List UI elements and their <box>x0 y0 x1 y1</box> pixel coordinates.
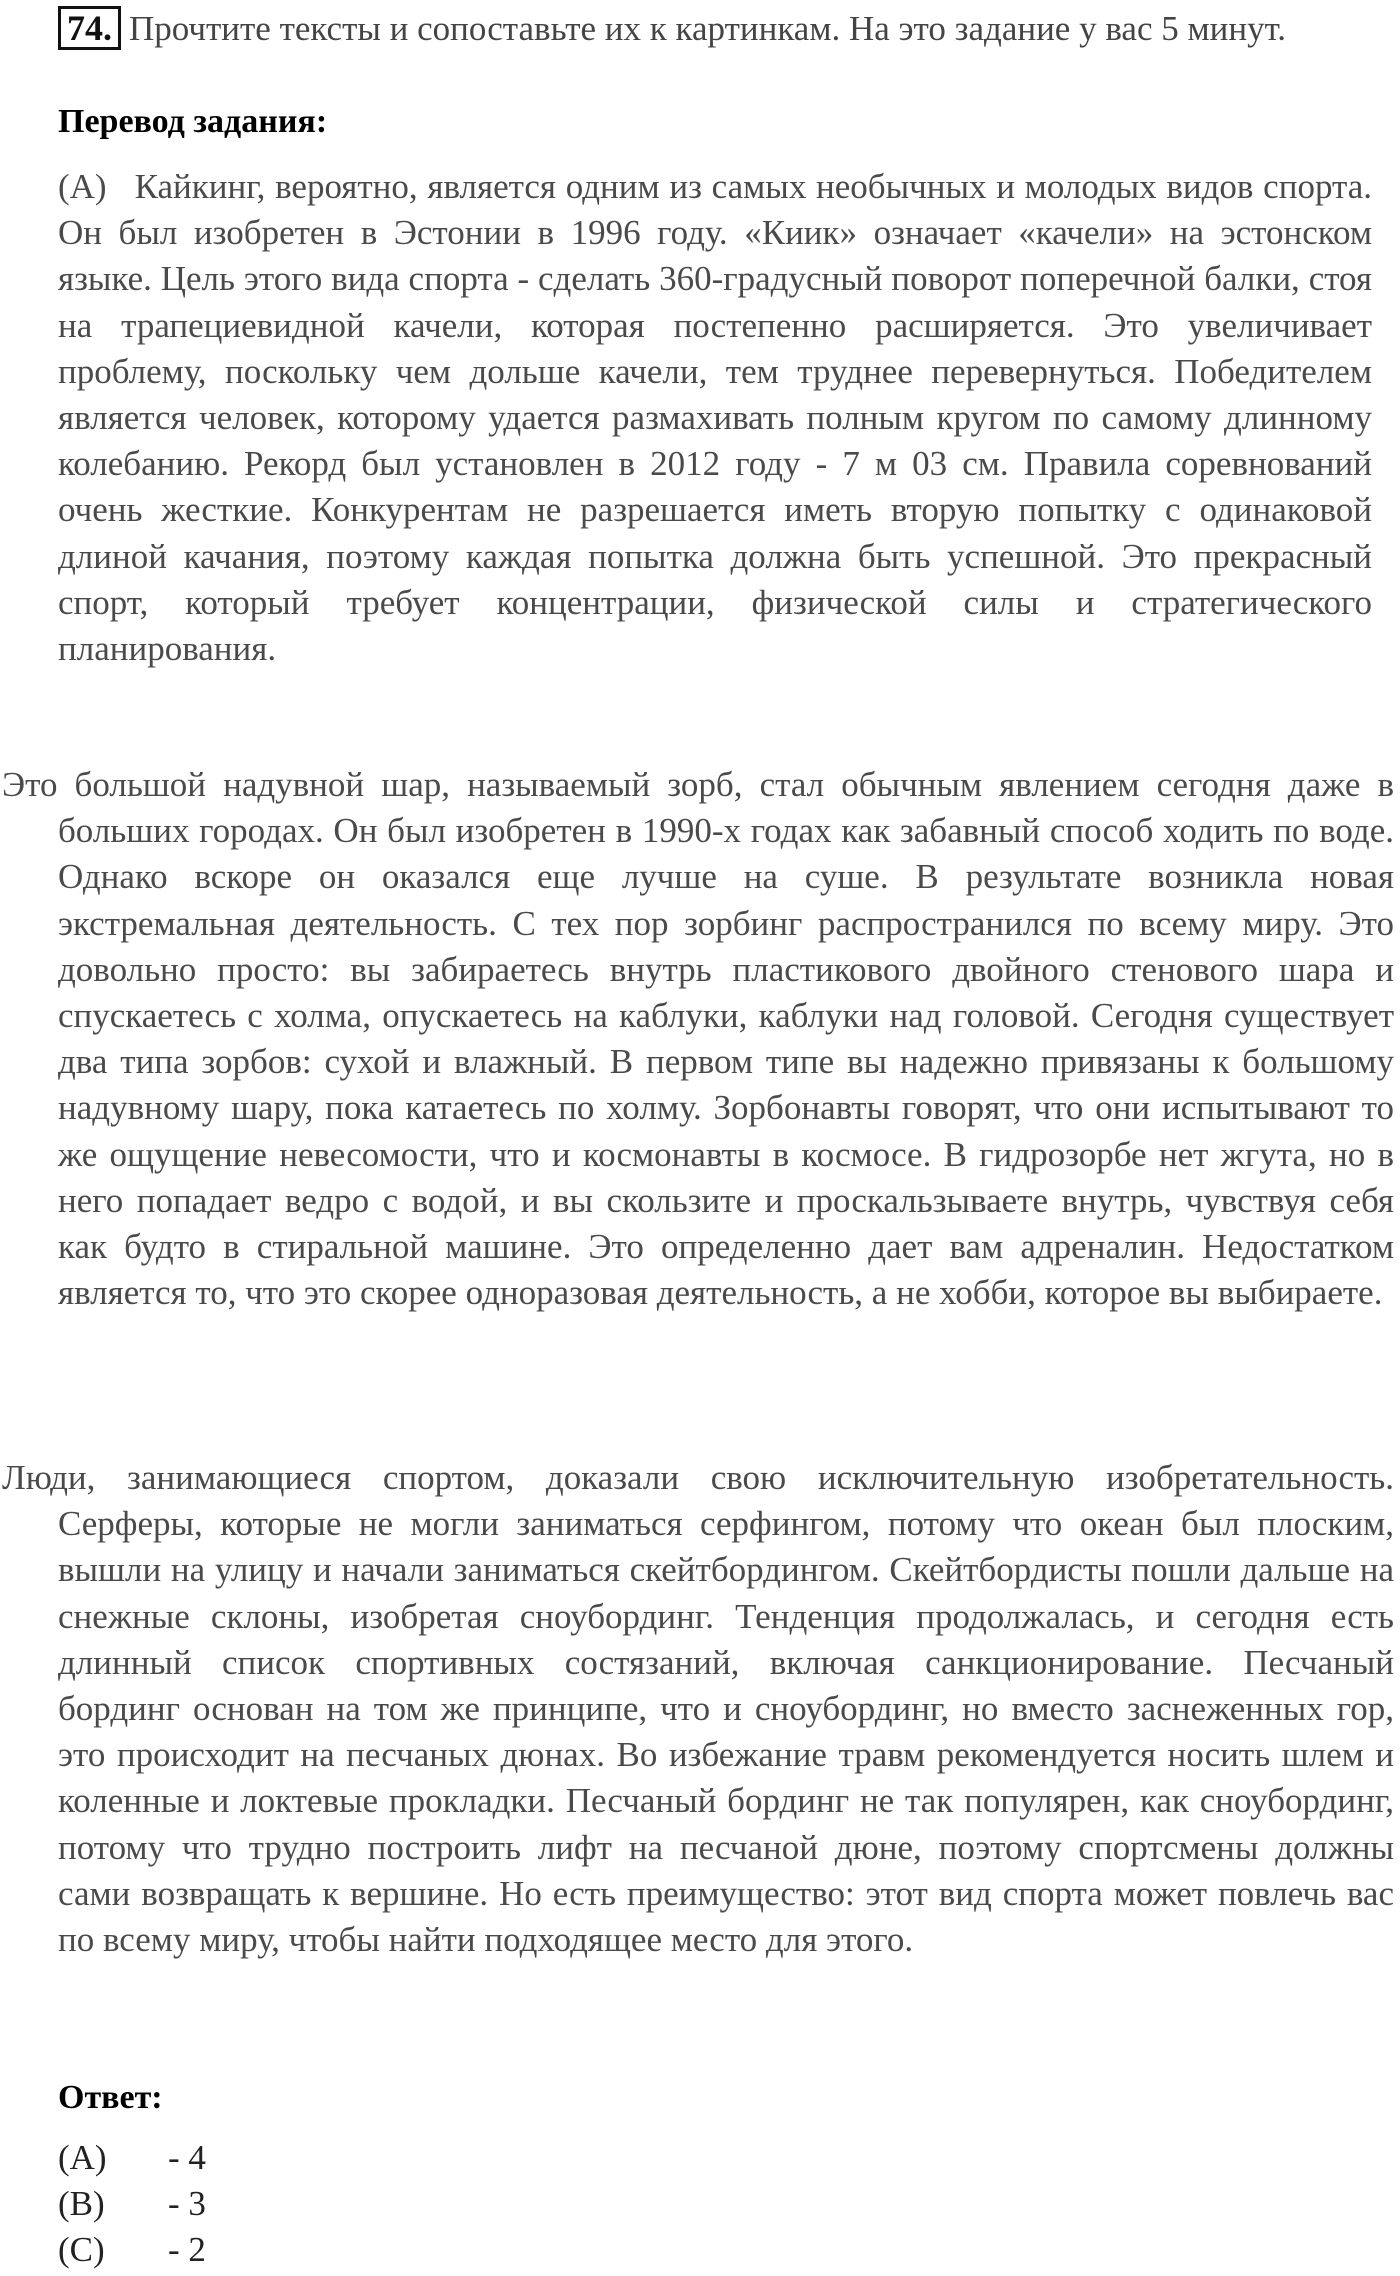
answer-label: (B) <box>58 2184 105 2223</box>
task-header <box>58 6 1378 52</box>
answer-row-a <box>58 2135 206 2181</box>
answer-heading: Ответ: <box>58 2079 163 2116</box>
answer-row-c <box>58 2227 206 2273</box>
answer-row-b <box>58 2181 206 2227</box>
passage-b-text: Это большой надувной шар, называемый зорб, стал обычным явлением сегодня даже в больших городах. Он был изобретен в 1990-х годах как забавный способ ходить по воде. Однако вскоре он оказался еще лучше на суше. В результате возникла новая экстремальная деятельность. С тех пор зорбинг распространился по всему миру. Это довольно просто: вы забираетесь внутрь пластикового двойного стенового шара и спускаетесь с холма, опускаетесь на каблуки, каблуки над головой. Сегодня существует два типа зорбов: сухой и влажный. В первом типе вы надежно привязаны к большому надувному шару, пока катаетесь по холму. Зорбонавты говорят, что они испытывают то же ощущение невесомости, что и космонавты в космосе. В гидрозорбе нет жгута, но в него попадает ведро с водой, и вы скользите и проскальзываете внутрь, чувствуя себя как будто в стиральной машине. Это определенно дает вам адреналин. Недостатком является то, что это скорее одноразовая деятельность, а не хобби, которое вы выбираете. <box>2 765 1394 1313</box>
passage-c <box>2 1455 1394 1963</box>
answer-value: - 4 <box>168 2138 206 2177</box>
passage-b <box>2 762 1394 1316</box>
answer-label: (A) <box>58 2138 107 2177</box>
answer-value: - 3 <box>168 2184 206 2223</box>
passage-c-text: Люди, занимающиеся спортом, доказали свою исключительную изобретательность. Серферы, которые не могли заниматься серфингом, потому что океан был плоским, вышли на улицу и начали заниматься скейтбордингом. Скейтбордисты пошли дальше на снежные склоны, изобретая сноубординг. Тенденция продолжалась, и сегодня есть длинный список спортивных состязаний, включая санкционирование. Песчаный бординг основан на том же принципе, что и сноубординг, но вместо заснеженных гор, это происходит на песчаных дюнах. Во избежание травм рекомендуется носить шлем и коленные и локтевые прокладки. Песчаный бординг не так популярен, как сноубординг, потому что трудно построить лифт на песчаной дюне, поэтому спортсмены должны сами возвращать к вершине. Но есть преимущество: этот вид спорта может повлечь вас по всему миру, чтобы найти подходящее место для этого. <box>2 1458 1394 1960</box>
passage-a-marker: (A) <box>58 167 107 206</box>
passage-a <box>58 164 1372 672</box>
translation-heading: Перевод задания: <box>58 103 328 140</box>
answer-value: - 2 <box>168 2230 206 2269</box>
task-instruction: Прочтите тексты и сопоставьте их к картинкам. На это задание у вас 5 минут. <box>129 9 1286 48</box>
answer-list <box>58 2135 206 2273</box>
task-number-badge: 74. <box>58 6 121 50</box>
answer-label: (C) <box>58 2230 105 2269</box>
passage-a-text: Кайкинг, вероятно, является одним из самых необычных и молодых видов спорта. Он был изобретен в Эстонии в 1996 году. «Киик» означает «качели» на эстонском языке. Цель этого вида спорта - сделать 360-градусный поворот поперечной балки, стоя на трапециевидной качели, которая постепенно расширяется. Это увеличивает проблему, поскольку чем дольше качели, тем труднее перевернуться. Победителем является человек, которому удается размахивать полным кругом по самому длинному колебанию. Рекорд был установлен в 2012 году - 7 м 03 см. Правила соревнований очень жесткие. Конкурентам не разрешается иметь вторую попытку с одинаковой длиной качания, поэтому каждая попытка должна быть успешной. Это прекрасный спорт, который требует концентрации, физической силы и стратегического планирования. <box>58 167 1372 669</box>
